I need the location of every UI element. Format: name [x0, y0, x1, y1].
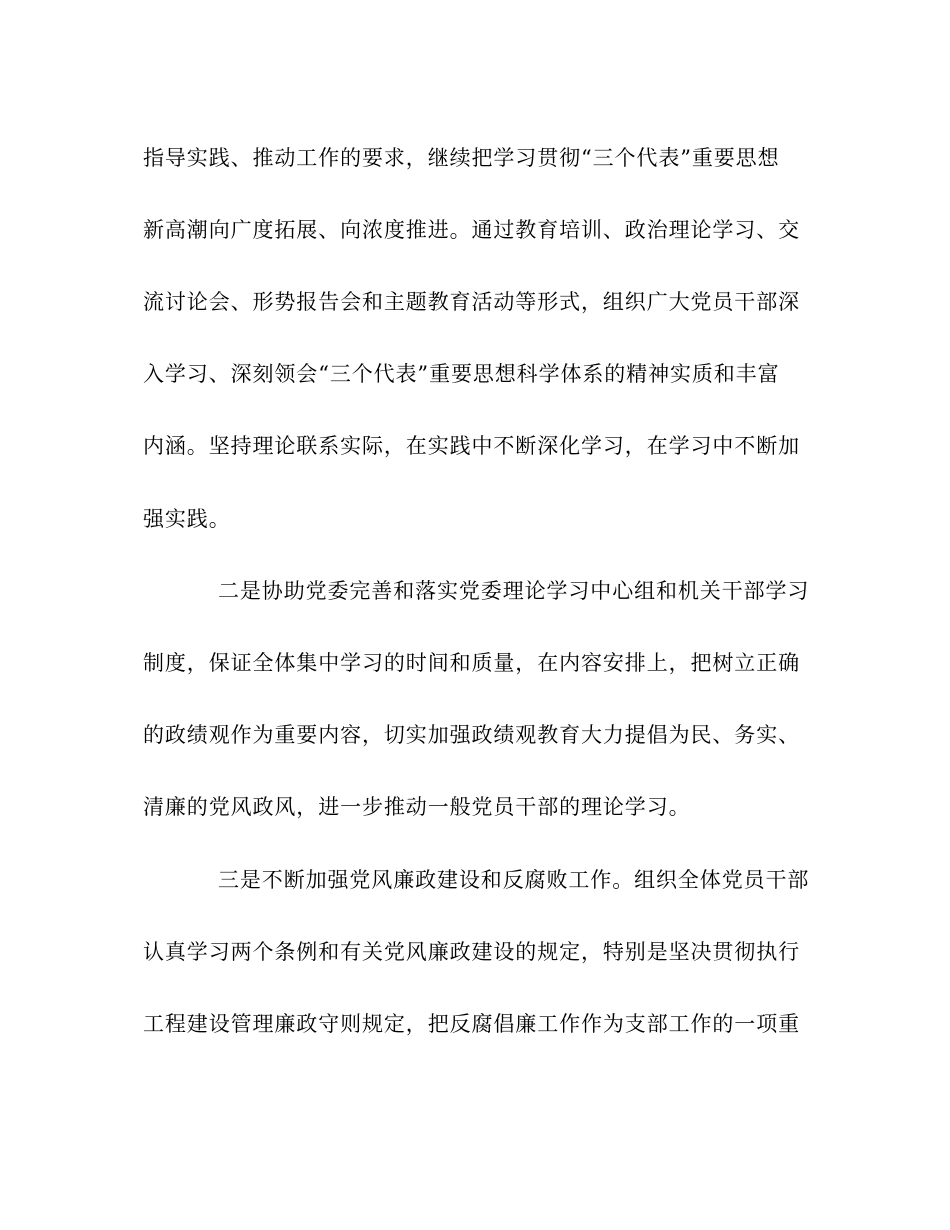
text-line: 的政绩观作为重要内容，切实加强政绩观教育大力提倡为民、务实、 [143, 723, 800, 747]
text-line: 新高潮向广度拓展、向浓度推进。通过教育培训、政治理论学习、交 [143, 218, 800, 242]
paragraph-start-line: 二是协助党委完善和落实党委理论学习中心组和机关干部学习 [218, 579, 810, 603]
text-line: 制度，保证全体集中学习的时间和质量，在内容安排上，把树立正确 [143, 651, 800, 675]
text-line: 清廉的党风政风，进一步推动一般党员干部的理论学习。 [143, 795, 691, 819]
text-line: 认真学习两个条例和有关党风廉政建设的规定，特别是坚决贯彻执行 [143, 940, 800, 964]
text-line: 入学习、深刻领会“三个代表”重要思想科学体系的精神实质和丰富 [143, 362, 780, 386]
text-line: 工程建设管理廉政守则规定，把反腐倡廉工作作为支部工作的一项重 [143, 1012, 800, 1036]
text-line: 流讨论会、形势报告会和主题教育活动等形式，组织广大党员干部深 [143, 290, 800, 314]
text-line: 强实践。 [143, 507, 231, 531]
text-line: 指导实践、推动工作的要求，继续把学习贯彻“三个代表”重要思想 [143, 146, 780, 170]
paragraph-start-line: 三是不断加强党风廉政建设和反腐败工作。组织全体党员干部 [218, 868, 810, 892]
text-line: 内涵。坚持理论联系实际，在实践中不断深化学习，在学习中不断加 [143, 434, 800, 458]
